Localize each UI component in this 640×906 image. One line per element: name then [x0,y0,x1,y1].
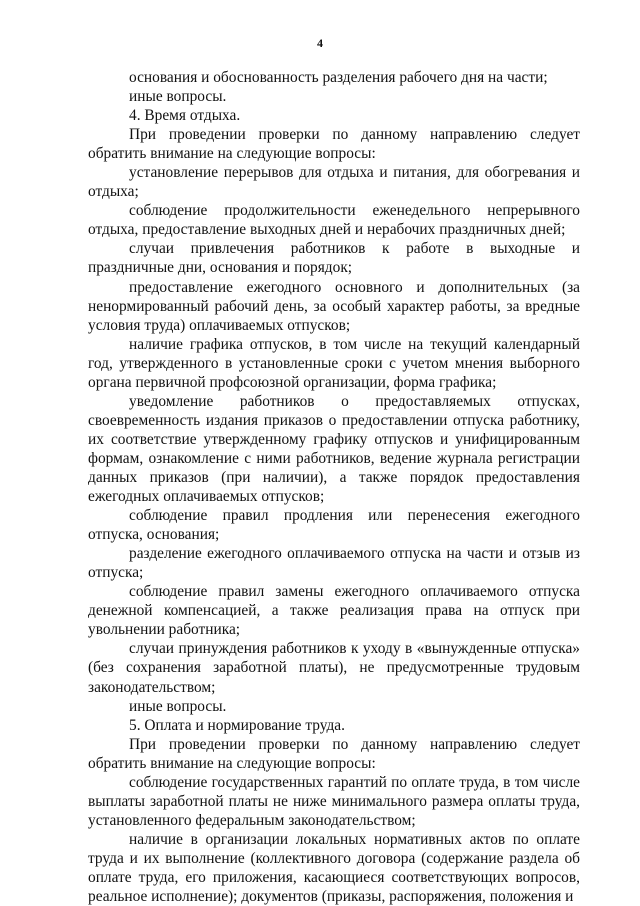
page-number: 4 [317,36,323,50]
paragraph: предоставление ежегодного основного и дополнительных (за ненормированный рабочий день, за особый характер работы, за вредные условия труда) оплачиваемых отпусков; [88,278,580,334]
paragraph: случаи принуждения работников к уходу в «вынужденные отпуска» (без сохранения заработной платы), не предусмотренные трудовым законодательством; [88,640,580,696]
paragraph: соблюдение продолжительности еженедельного непрерывного отдыха, предоставление выходных дней и нерабочих праздничных дней; [88,202,580,239]
paragraph: разделение ежегодного оплачиваемого отпуска на части и отзыв из отпуска; [88,545,580,582]
paragraph: наличие графика отпусков, в том числе на текущий календарный год, утвержденного в установленные сроки с учетом мнения выборного органа первичной профсоюзной организации, форма графика; [88,335,580,391]
paragraph: При проведении проверки по данному направлению следует обратить внимание на следующие вопросы: [88,735,580,772]
paragraph: соблюдение государственных гарантий по оплате труда, в том числе выплаты заработной платы не ниже минимального размера оплаты труда, установленного федеральным законодательством; [88,773,580,829]
paragraph: иные вопросы. [129,88,227,106]
paragraph: уведомление работников о предоставляемых отпусках, своевременность издания приказов о предоставлении отпуска работнику, их соответствие утвержденному графику отпусков и унифицированным формам, ознакомление с ними работников, ведение журнала регистрации данных приказов (при наличии), а также порядок предоставления ежегодных оплачиваемых отпусков; [88,392,580,506]
paragraph: основания и обоснованность разделения рабочего дня на части; [129,69,548,86]
paragraph: случаи привлечения работников к работе в выходные и праздничные дни, основания и порядок; [88,240,580,277]
section-heading: 4. Время отдыха. [129,107,241,125]
paragraph: При проведении проверки по данному направлению следует обратить внимание на следующие вопросы: [88,126,580,163]
paragraph: соблюдение правил продления или перенесения ежегодного отпуска, основания; [88,507,580,544]
paragraph: установление перерывов для отдыха и питания, для обогревания и отдыха; [88,164,580,201]
paragraph: наличие в организации локальных нормативных актов по оплате труда и их выполнение (коллективного договора (содержание раздела об оплате труда, его приложения, касающиеся соответствующих вопросов, реальное исполнение); документов (приказы, распоряжения, положения и [88,830,580,906]
paragraph: соблюдение правил замены ежегодного оплачиваемого отпуска денежной компенсацией, а также реализация права на отпуск при увольнении работника; [88,583,580,639]
section-heading: 5. Оплата и нормирование труда. [129,716,345,734]
body-text [88,68,580,906]
paragraph: иные вопросы. [129,697,227,715]
